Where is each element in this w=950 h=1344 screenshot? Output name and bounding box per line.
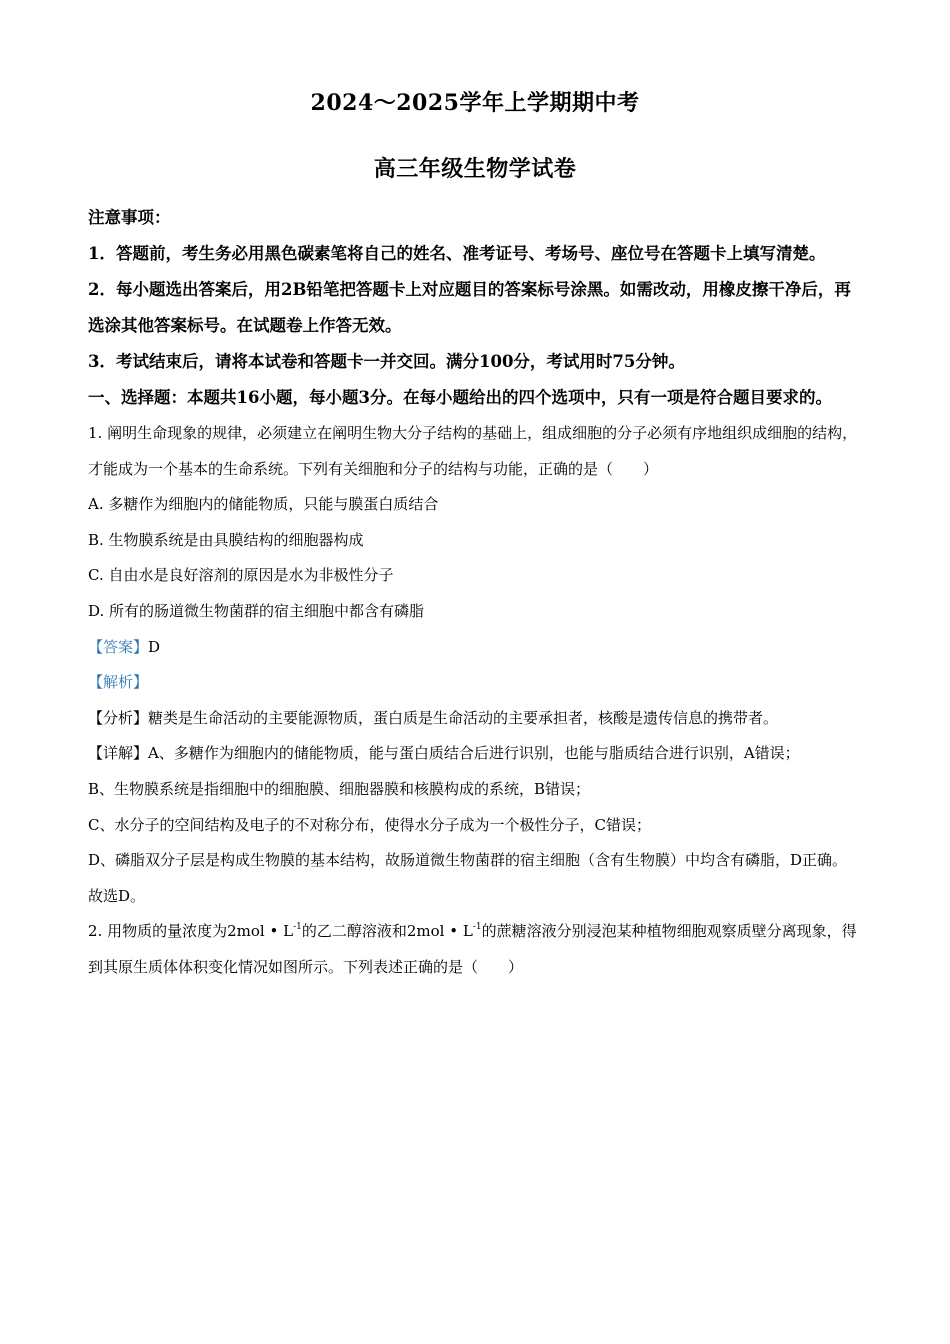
notice-item-3: 3．考试结束后，请将本试卷和答题卡一并交回。满分100分，考试用时75分钟。 — [88, 352, 685, 371]
conclusion-line: 故选D。 — [88, 886, 146, 905]
q2-sup-1: -1 — [293, 922, 302, 933]
question-2-stem — [88, 914, 864, 985]
notice-item-1: 1．答题前，考生务必用黑色碳素笔将自己的姓名、准考证号、考场号、座位号在答题卡上填写清楚。 — [88, 244, 826, 263]
notice-heading: 注意事项： — [88, 208, 171, 227]
answer-label: 【答案】 — [88, 637, 149, 656]
q2-sup-2: -1 — [472, 922, 482, 933]
exam-title-line1: 2024～2025学年上学期期中考 — [310, 90, 640, 116]
question-1-option-a: A. 多糖作为细胞内的储能物质，只能与膜蛋白质结合 — [88, 495, 439, 514]
question-1-option-b: B. 生物膜系统是由具膜结构的细胞器构成 — [88, 530, 364, 549]
q2-part3: 的蔗糖溶液分别浸泡某种植物细胞观察质壁分离现象，得到其原生质体体积变化情况如图所示。下列表述正确的是（ ） — [88, 922, 857, 976]
xiangjie-label: 【详解】 — [88, 744, 149, 763]
q2-unit-2: L — [462, 922, 473, 941]
q2-part1: 2. 用物质的量浓度为2mol — [88, 922, 265, 941]
fenxi-line — [88, 701, 864, 737]
detail-line-c: C、水分子的空间结构及电子的不对称分布，使得水分子成为一个极性分子，C错误； — [88, 815, 651, 834]
question-1-option-d: D. 所有的肠道微生物菌群的宿主细胞中都含有磷脂 — [88, 601, 425, 620]
q2-dot-1: • — [269, 922, 279, 941]
document-body — [88, 200, 864, 986]
section-heading: 一、选择题：本题共16小题，每小题3分。在每小题给出的四个选项中，只有一项是符合题目要求的。 — [88, 388, 832, 407]
q2-unit-1: L — [283, 922, 294, 941]
detail-line-b: B、生物膜系统是指细胞中的细胞膜、细胞器膜和核膜构成的系统，B错误； — [88, 779, 591, 798]
fenxi-text: 糖类是生命活动的主要能源物质，蛋白质是生命活动的主要承担者，核酸是遗传信息的携带者。 — [148, 708, 779, 727]
question-1-stem: 1. 阐明生命现象的规律，必须建立在阐明生物大分子结构的基础上，组成细胞的分子必须有序地组织成细胞的结构，才能成为一个基本的生命系统。下列有关细胞和分子的结构与功能，正确的是（ ） — [88, 424, 858, 478]
notice-item-2: 2．每小题选出答案后，用2B铅笔把答题卡上对应题目的答案标号涂黑。如需改动，用橡皮擦干净后，再选涂其他答案标号。在试题卷上作答无效。 — [88, 280, 851, 335]
analysis-label: 【解析】 — [88, 673, 149, 692]
xiangjie-text: A、多糖作为细胞内的储能物质，能与蛋白质结合后进行识别，也能与脂质结合进行识别，A错误； — [148, 744, 800, 763]
detail-paragraph-d: D、磷脂双分子层是构成生物膜的基本结构，故肠道微生物菌群的宿主细胞（含有生物膜）中均含有磷脂，D正确。 — [88, 851, 848, 870]
q2-part2: 的乙二醇溶液和2mol — [301, 922, 445, 941]
q2-dot-2: • — [449, 922, 459, 941]
question-1-option-c: C. 自由水是良好溶剂的原因是水为非极性分子 — [88, 566, 394, 585]
xiangjie-paragraph — [88, 736, 864, 772]
exam-title-line2: 高三年级生物学试卷 — [373, 156, 577, 182]
answer-value: D — [148, 637, 161, 656]
fenxi-label: 【分析】 — [88, 708, 149, 727]
answer-line — [88, 630, 864, 666]
